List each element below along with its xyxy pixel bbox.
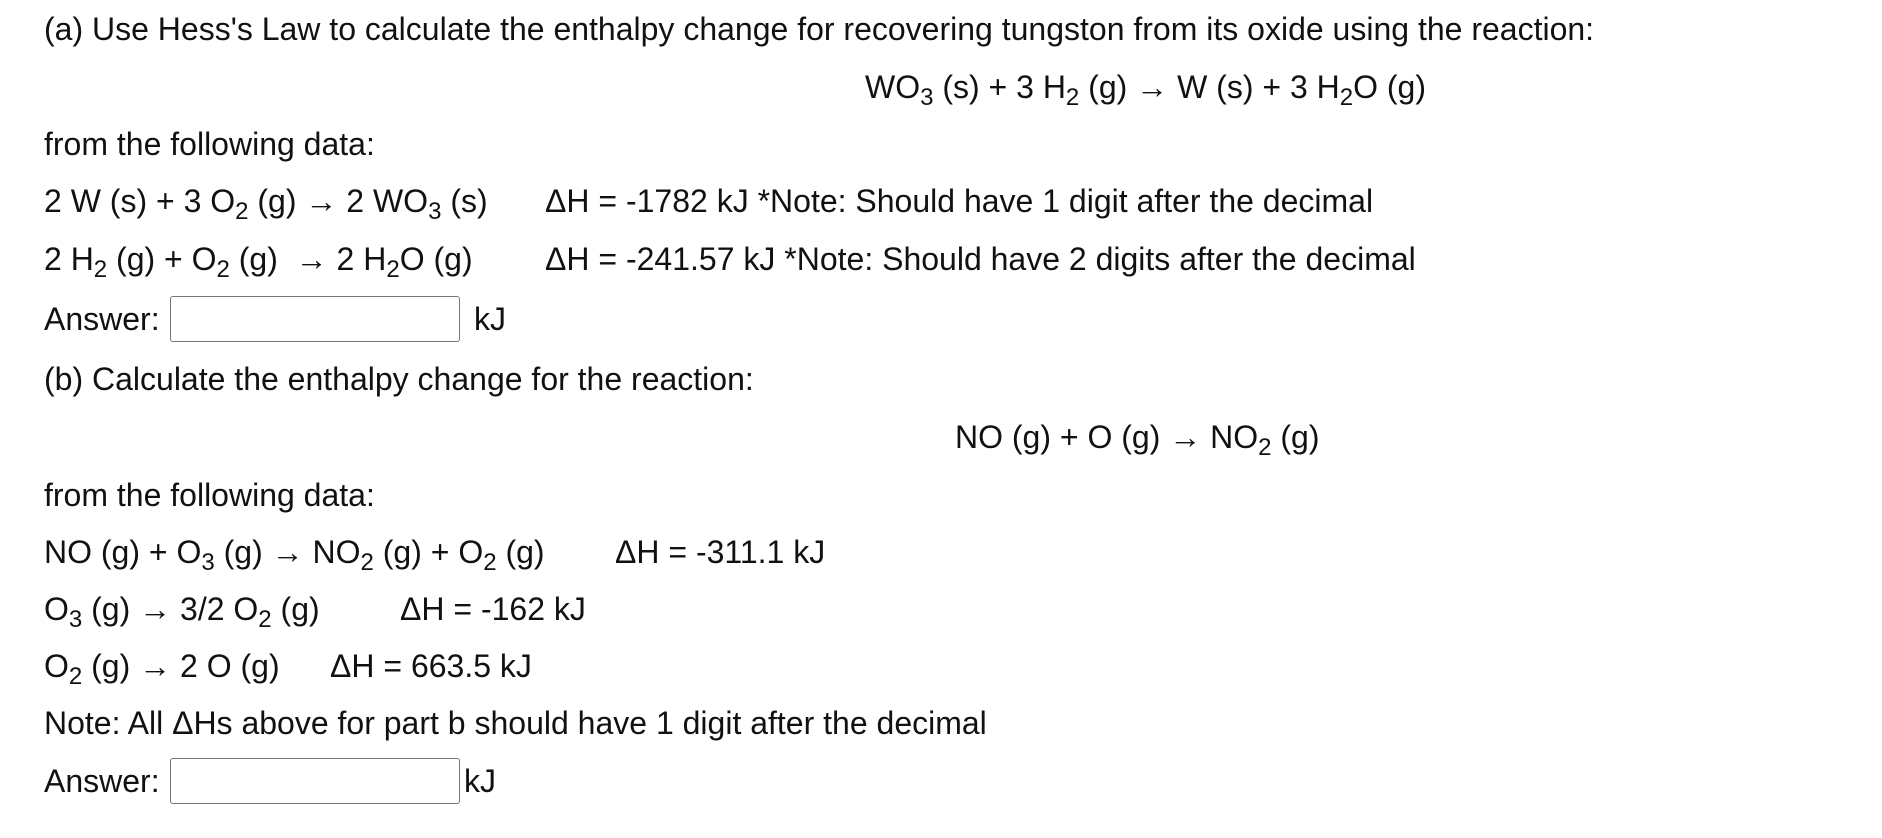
part-a-target-reaction: $WO_3$ (s) + 3 $H_2$ (g) → W (s) + 3 $H_2O$ (g) xyxy=(865,69,1426,112)
part-b-equation-1: NO $(g) + O_3$ $(g) \to NO_2$ $(g) + O_2$ (g) xyxy=(44,534,545,577)
part-b-equation-2-enthalpy: ΔH = -162 kJ xyxy=(400,591,586,627)
part-a-equation-2: 2 $H_2$ $(g) + O_2$ (g) → 2 $H_2O$ (g) xyxy=(44,241,473,284)
part-b-target-reaction: NO (g) + O $(g) \to NO_2$ (g) xyxy=(955,419,1320,462)
part-a-equation-2-enthalpy: ΔH = -241.57 kJ *Note: Should have 2 digits after the decimal xyxy=(545,241,1416,277)
part-a-equation-1: 2 W (s) + 3 $O_2$ (g) → 2 $WO_3$ (s) xyxy=(44,183,488,226)
part-b-answer-label: Answer: xyxy=(44,763,160,799)
part-b-equation-2: $O_3$ (g) → 3/2 $O_2$ (g) xyxy=(44,591,320,634)
part-b-equation-1-enthalpy: ΔH = -311.1 kJ xyxy=(615,534,826,570)
part-a-answer-label: Answer: xyxy=(44,301,160,337)
part-b-note: Note: All ΔHs above for part b should have 1 digit after the decimal xyxy=(44,705,987,741)
part-a-prompt: (a) Use Hess's Law to calculate the enthalpy change for recovering tungston from its oxide using the reaction: xyxy=(44,11,1595,47)
part-b-equation-3-enthalpy: ΔH = 663.5 kJ xyxy=(330,648,532,684)
part-b-equation-3: $O_2$ (g) → 2 O (g) xyxy=(44,648,280,691)
part-b-unit: kJ xyxy=(464,763,496,799)
part-a-data-intro: from the following data: xyxy=(44,126,375,162)
part-b-answer-input[interactable] xyxy=(170,758,460,804)
part-b-prompt: (b) Calculate the enthalpy change for the reaction: xyxy=(44,361,754,397)
part-a-answer-input[interactable] xyxy=(170,296,460,342)
part-a-unit: kJ xyxy=(474,301,506,337)
part-b-data-intro: from the following data: xyxy=(44,477,375,513)
part-a-equation-1-enthalpy: ΔH = -1782 kJ *Note: Should have 1 digit after the decimal xyxy=(545,183,1374,219)
